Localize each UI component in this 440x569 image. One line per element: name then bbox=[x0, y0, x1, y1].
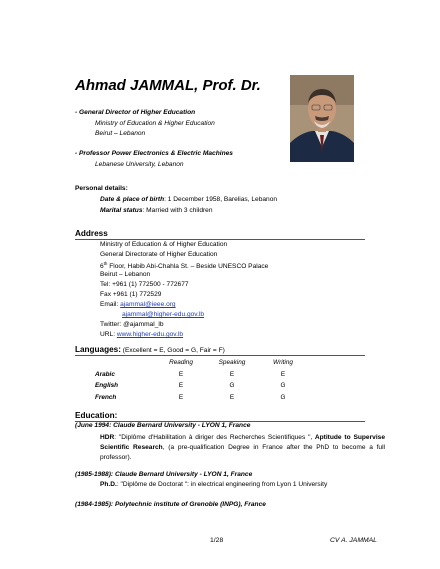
hdr-bold: Aptitude to Supervise Scientific Research bbox=[100, 434, 385, 451]
lang-writing: G bbox=[280, 393, 286, 401]
table-row bbox=[95, 369, 314, 381]
lang-speaking: G bbox=[229, 382, 235, 390]
col-speaking: Speaking bbox=[218, 359, 246, 367]
profile-photo bbox=[290, 75, 354, 162]
address-email-row bbox=[100, 302, 176, 309]
address-divider bbox=[75, 239, 365, 240]
website-link[interactable]: www.higher-edu.gov.lb bbox=[116, 331, 184, 338]
lang-name: French bbox=[95, 393, 117, 401]
languages-corner bbox=[95, 357, 150, 369]
position-1-title: - General Director of Higher Education bbox=[75, 109, 196, 116]
cv-name: Ahmad JAMMAL, Prof. Dr. bbox=[75, 77, 261, 94]
lang-speaking: E bbox=[229, 393, 235, 401]
birth-value: : 1 December 1958, Barelias, Lebanon bbox=[164, 196, 278, 203]
table-row bbox=[95, 380, 314, 392]
marital-value: : Married with 3 children bbox=[142, 207, 213, 214]
languages-header-row bbox=[95, 357, 314, 369]
phd-label: Ph.D. bbox=[100, 481, 117, 488]
education-heading: Education: bbox=[75, 411, 118, 420]
address-floor bbox=[100, 262, 268, 271]
portrait-image bbox=[290, 75, 354, 162]
languages-legend: (Excellent = E, Good = G, Fair = F) bbox=[120, 347, 225, 354]
address-fax: Fax +961 (1) 772529 bbox=[100, 291, 162, 298]
floor-rest: Floor, Habib Abi-Chahla St. – Beside UNESCO Palace bbox=[107, 263, 269, 271]
floor-superscript: th bbox=[103, 261, 108, 266]
lang-writing: E bbox=[280, 370, 286, 378]
lang-name: English bbox=[95, 382, 119, 390]
languages-row bbox=[75, 346, 225, 355]
personal-heading: Personal details: bbox=[75, 185, 128, 192]
position-1-line-2: Beirut – Lebanon bbox=[95, 130, 146, 137]
address-heading: Address bbox=[75, 229, 108, 238]
lang-reading: E bbox=[178, 370, 184, 378]
address-tel: Tel: +961 (1) 772500 - 772677 bbox=[100, 281, 189, 288]
address-city: Beirut – Lebanon bbox=[100, 271, 151, 278]
position-1-line-1: Ministry of Education & Higher Education bbox=[95, 120, 215, 127]
education-1-title: (June 1994: Claude Bernard University - LYON 1, France bbox=[75, 422, 251, 429]
position-2-line-1: Lebanese University, Lebanon bbox=[95, 161, 184, 168]
url-label: URL: bbox=[100, 331, 117, 338]
lang-speaking: E bbox=[229, 370, 235, 378]
address-email-row-2 bbox=[122, 312, 204, 319]
email-link-2[interactable]: ajammal@higher-edu.gov.lb bbox=[122, 311, 205, 318]
col-reading: Reading bbox=[169, 359, 193, 367]
email-label: Email: bbox=[100, 301, 121, 308]
education-3-title: (1984-1985): Polytechnic institute of Grenoble (INPG), France bbox=[75, 501, 266, 508]
lang-reading: E bbox=[178, 382, 184, 390]
education-2-phd bbox=[100, 482, 327, 489]
table-row bbox=[95, 392, 314, 404]
lang-writing: G bbox=[280, 382, 286, 390]
languages-heading: Languages: bbox=[75, 345, 121, 354]
phd-text: : "Diplôme de Doctorat ": in electrical engineering from Lyon 1 University bbox=[116, 481, 328, 488]
birth-label: Date & place of birth bbox=[100, 196, 165, 203]
address-line-1: Ministry of Education & of Higher Education bbox=[100, 241, 228, 248]
hdr-text: : "Diplôme d'Habilitation à diriger des Recherches Scientifiques ", bbox=[114, 434, 313, 441]
lang-name: Arabic bbox=[95, 370, 115, 378]
col-writing: Writing bbox=[273, 359, 293, 367]
lang-reading: E bbox=[178, 393, 184, 401]
education-1-hdr bbox=[100, 433, 385, 463]
languages-table bbox=[95, 357, 314, 403]
address-line-2: General Directorate of Higher Education bbox=[100, 251, 218, 258]
email-link-1[interactable]: ajammal@ieee.org bbox=[120, 301, 176, 308]
education-2-title: (1985-1988): Claude Bernard University - LYON 1, France bbox=[75, 471, 253, 478]
address-twitter: Twitter: @ajammal_lb bbox=[100, 321, 164, 328]
birth-row bbox=[100, 197, 277, 204]
footer-cv-label: CV A. JAMMAL bbox=[330, 537, 377, 544]
marital-label: Marital status bbox=[100, 207, 143, 214]
hdr-label: HDR bbox=[100, 434, 115, 441]
languages-divider bbox=[75, 355, 365, 356]
page-number: 1/28 bbox=[210, 537, 224, 544]
address-url-row bbox=[100, 332, 183, 339]
position-2-title: - Professor Power Electronics & Electric Machines bbox=[75, 150, 233, 157]
hdr-rest: , (a pre-qualification Degree in France after the PhD to become a full professor). bbox=[100, 444, 385, 461]
marital-row bbox=[100, 208, 213, 215]
floor-number: 6 bbox=[100, 263, 104, 271]
